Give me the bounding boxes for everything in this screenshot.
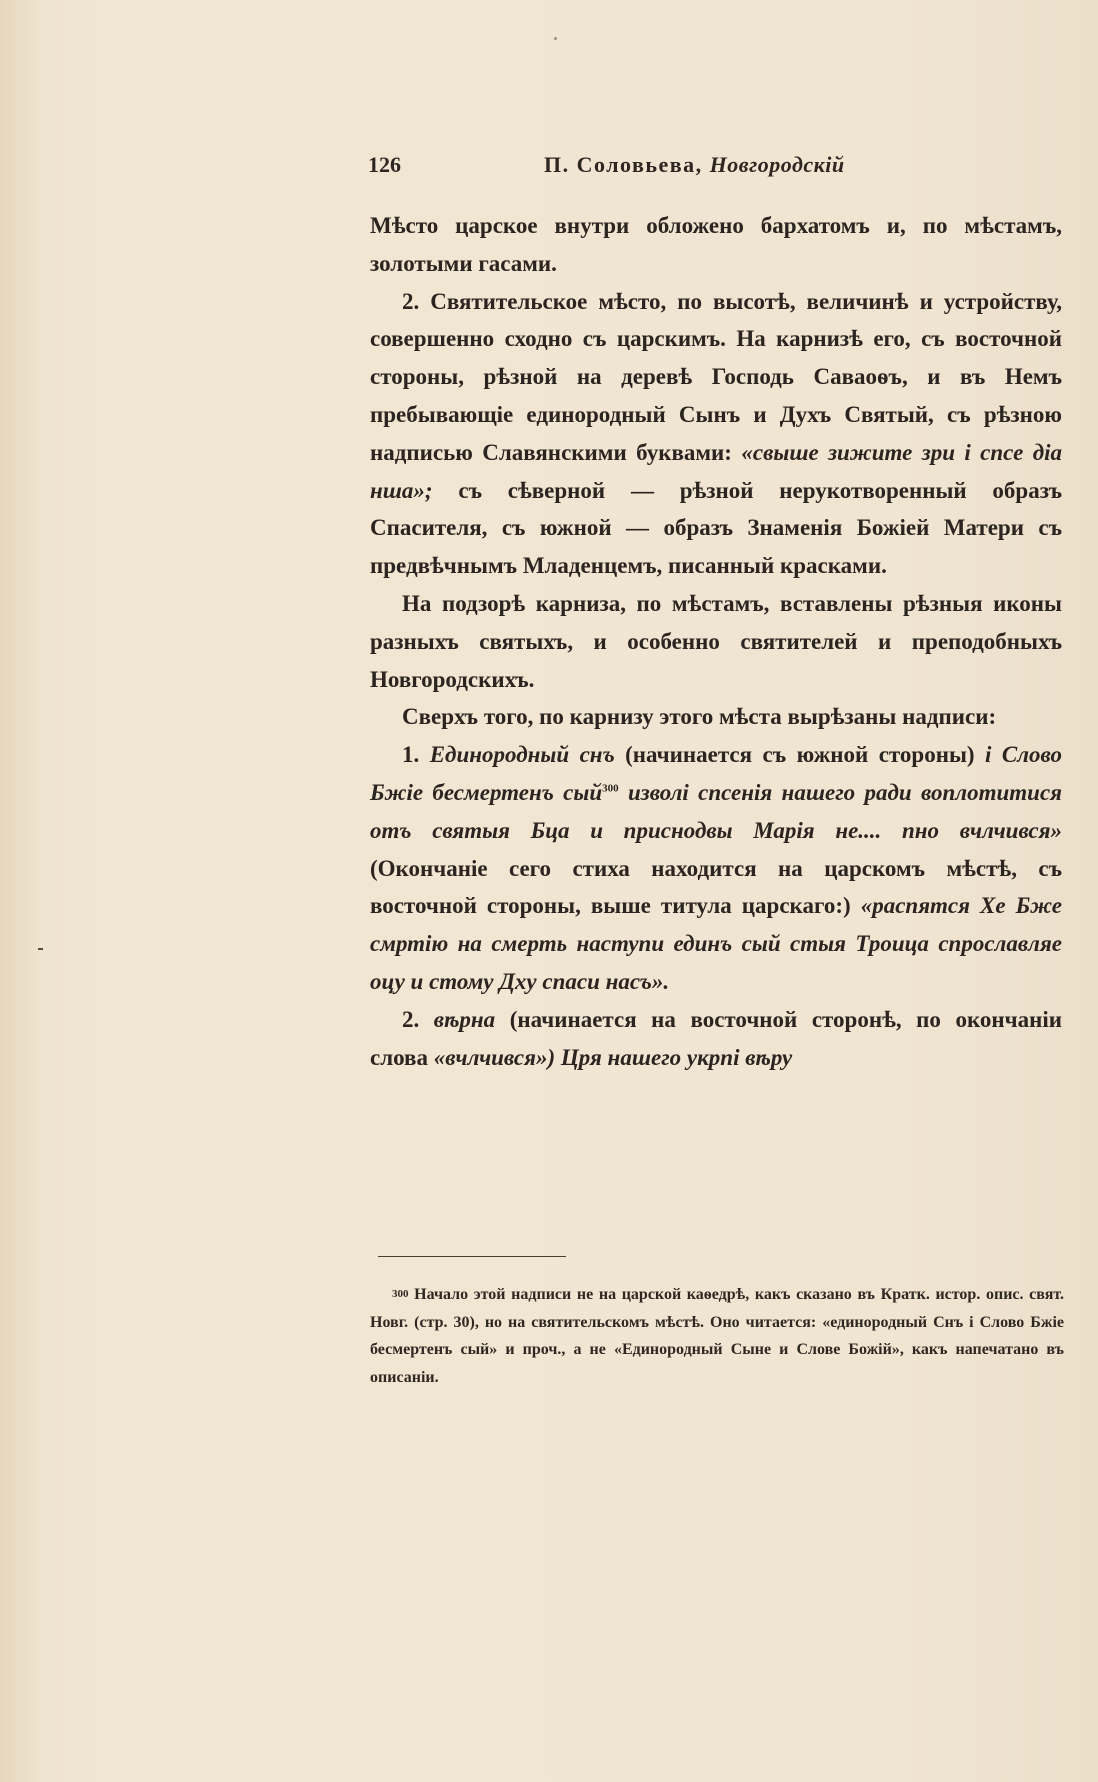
- paragraph-5: [370, 736, 1062, 1001]
- inscription-2-note: (начинается на восточной сторонѣ, по окончаніи слова: [370, 1006, 1063, 1070]
- footnote-300: [370, 1281, 1064, 1391]
- inscription-1-continuation: изволі спсенія нашего ради воплотитися отъ святыя Бца и приснодвы Марія не.... пно вчлчився»: [370, 779, 1062, 843]
- inscription-2-text: Цря нашего укрпі вѣру: [560, 1044, 793, 1070]
- inscription-2-start: вѣрна: [433, 1006, 496, 1032]
- footnote-text: Начало этой надписи не на царской каѳедрѣ, какъ сказано въ Кратк. истор. опис. свят. Новг. (стр. 30), но на святительскомъ мѣстѣ. Оно читается: «единородный Снъ і Слово Бжіе бесмертенъ сый» и проч., а не «Единородный Сыне и Слове Божій», какъ напечатано въ описаніи.: [370, 1286, 1065, 1386]
- inscription-1-number: 1.: [402, 742, 420, 768]
- running-head: [544, 152, 845, 178]
- inscription-2-word: «вчлчився»): [433, 1044, 556, 1070]
- paragraph-1: Мѣсто царское внутри обложено бархатомъ и, по мѣстамъ, золотыми гасами.: [370, 213, 1062, 276]
- running-author: П. Соловьева,: [544, 152, 703, 177]
- paragraph-4: Сверхъ того, по карнизу этого мѣста вырѣзаны надписи:: [402, 704, 997, 730]
- page-number: 126: [368, 152, 401, 177]
- paragraph-2-rest: съ сѣверной — рѣзной нерукотворенный образъ Спасителя, съ южной — образъ Знаменія Божіей Матери съ предвѣчнымъ Младенцемъ, писанный красками.: [370, 477, 1062, 579]
- inscription-1-note: (начинается съ южной стороны): [625, 742, 975, 768]
- running-title: Новгородскій: [709, 152, 845, 177]
- inscription-2-number: 2.: [402, 1006, 420, 1032]
- paragraph-3: На подзорѣ карниза, по мѣстамъ, вставлены рѣзныя иконы разныхъ святыхъ, и особенно святителей и преподобныхъ Новгородскихъ.: [370, 590, 1062, 692]
- inscription-1-start: Единородный снъ: [429, 742, 615, 768]
- paragraph-2: [370, 283, 1062, 585]
- footnote: [370, 1281, 1064, 1391]
- footnote-ref-300: 300: [602, 782, 619, 795]
- inscription-1-ending: «распятся Хе Бже смртію на смерть наступи единъ сый стыя Троица спрославляе оцу и стому Дху спаси насъ».: [370, 893, 1063, 994]
- inscription-1-text: і Слово Бжіе бесмертенъ сый: [370, 742, 1062, 805]
- main-text: [370, 207, 1062, 1076]
- paragraph-6: [370, 1001, 1062, 1077]
- page-speck: [554, 37, 557, 40]
- gutter-mark: [38, 948, 43, 950]
- running-header: [368, 152, 1068, 182]
- footnote-divider: [378, 1256, 566, 1257]
- footnote-number: 300: [392, 1288, 409, 1300]
- paragraph-2-text: 2. Святительское мѣсто, по высотѣ, величинѣ и устройству, совершенно сходно съ царскимъ. На карнизѣ его, съ восточной стороны, рѣзной на деревѣ Господь Саваоѳъ, и въ Немъ пребывающіе единородный Сынъ и Духъ Святый, съ рѣзною надписью Славянскими буквами:: [370, 288, 1062, 465]
- inscription-1-remark: (Окончаніе сего стиха находится на царскомъ мѣстѣ, съ восточной стороны, выше титула царскаго:): [370, 855, 1062, 919]
- paragraph-2-quote: «свыше зижите зри і спсе діа нша»;: [370, 439, 1062, 503]
